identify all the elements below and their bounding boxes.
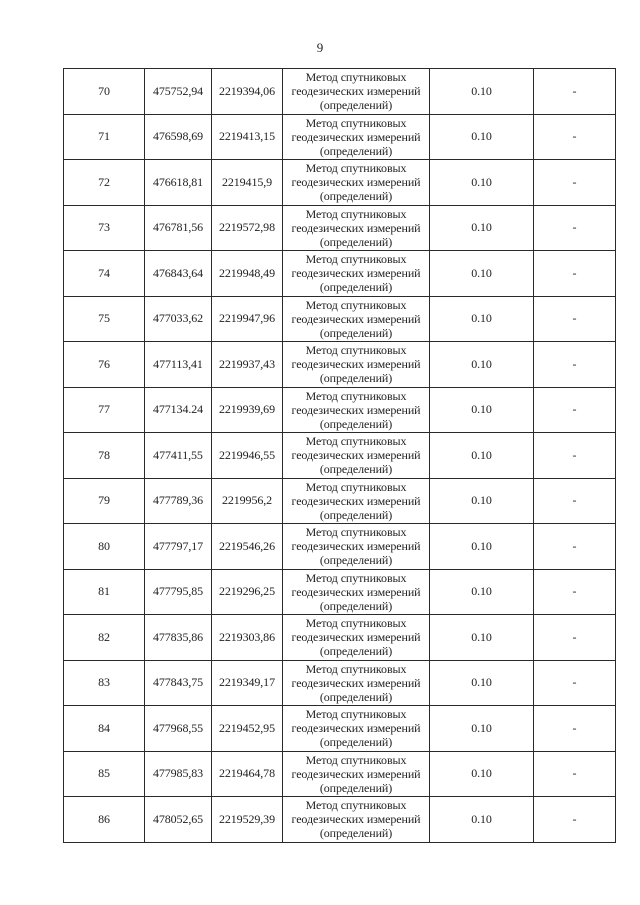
x-coordinate-cell: 477835,86 (145, 615, 212, 661)
y-coordinate-cell: 2219939,69 (212, 387, 283, 433)
table-row (64, 524, 616, 570)
extra-cell: - (534, 205, 616, 251)
table-row (64, 615, 616, 661)
y-coordinate-cell: 2219413,15 (212, 114, 283, 160)
table-row (64, 205, 616, 251)
extra-cell: - (534, 615, 616, 661)
x-coordinate-cell: 476781,56 (145, 205, 212, 251)
extra-cell: - (534, 251, 616, 297)
y-coordinate-cell: 2219349,17 (212, 660, 283, 706)
extra-cell: - (534, 797, 616, 843)
table-row (64, 433, 616, 479)
x-coordinate-cell: 477797,17 (145, 524, 212, 570)
table-row (64, 751, 616, 797)
accuracy-cell: 0.10 (430, 251, 534, 297)
method-cell: Метод спутниковых геодезических измерений (определений) (283, 433, 430, 479)
point-number-cell: 78 (64, 433, 145, 479)
extra-cell: - (534, 160, 616, 206)
method-cell: Метод спутниковых геодезических измерений (определений) (283, 660, 430, 706)
accuracy-cell: 0.10 (430, 205, 534, 251)
coordinates-table-body (64, 69, 616, 843)
method-cell: Метод спутниковых геодезических измерений (определений) (283, 706, 430, 752)
accuracy-cell: 0.10 (430, 342, 534, 388)
extra-cell: - (534, 296, 616, 342)
extra-cell: - (534, 751, 616, 797)
point-number-cell: 70 (64, 69, 145, 115)
method-cell: Метод спутниковых геодезических измерений (определений) (283, 160, 430, 206)
method-cell: Метод спутниковых геодезических измерений (определений) (283, 69, 430, 115)
point-number-cell: 73 (64, 205, 145, 251)
y-coordinate-cell: 2219937,43 (212, 342, 283, 388)
point-number-cell: 83 (64, 660, 145, 706)
accuracy-cell: 0.10 (430, 751, 534, 797)
accuracy-cell: 0.10 (430, 433, 534, 479)
x-coordinate-cell: 477411,55 (145, 433, 212, 479)
y-coordinate-cell: 2219452,95 (212, 706, 283, 752)
table-row (64, 569, 616, 615)
extra-cell: - (534, 342, 616, 388)
table-row (64, 660, 616, 706)
table-row (64, 387, 616, 433)
y-coordinate-cell: 2219572,98 (212, 205, 283, 251)
point-number-cell: 85 (64, 751, 145, 797)
method-cell: Метод спутниковых геодезических измерений (определений) (283, 751, 430, 797)
accuracy-cell: 0.10 (430, 296, 534, 342)
y-coordinate-cell: 2219394,06 (212, 69, 283, 115)
extra-cell: - (534, 387, 616, 433)
accuracy-cell: 0.10 (430, 615, 534, 661)
x-coordinate-cell: 477985,83 (145, 751, 212, 797)
point-number-cell: 75 (64, 296, 145, 342)
table-row (64, 706, 616, 752)
method-cell: Метод спутниковых геодезических измерений (определений) (283, 296, 430, 342)
extra-cell: - (534, 706, 616, 752)
point-number-cell: 80 (64, 524, 145, 570)
point-number-cell: 82 (64, 615, 145, 661)
y-coordinate-cell: 2219415,9 (212, 160, 283, 206)
table-row (64, 478, 616, 524)
table-row (64, 342, 616, 388)
accuracy-cell: 0.10 (430, 706, 534, 752)
method-cell: Метод спутниковых геодезических измерений (определений) (283, 251, 430, 297)
point-number-cell: 81 (64, 569, 145, 615)
point-number-cell: 84 (64, 706, 145, 752)
method-cell: Метод спутниковых геодезических измерений (определений) (283, 387, 430, 433)
point-number-cell: 77 (64, 387, 145, 433)
x-coordinate-cell: 478052,65 (145, 797, 212, 843)
method-cell: Метод спутниковых геодезических измерений (определений) (283, 797, 430, 843)
accuracy-cell: 0.10 (430, 524, 534, 570)
point-number-cell: 76 (64, 342, 145, 388)
y-coordinate-cell: 2219529,39 (212, 797, 283, 843)
y-coordinate-cell: 2219956,2 (212, 478, 283, 524)
x-coordinate-cell: 477134.24 (145, 387, 212, 433)
method-cell: Метод спутниковых геодезических измерений (определений) (283, 615, 430, 661)
x-coordinate-cell: 476598,69 (145, 114, 212, 160)
extra-cell: - (534, 524, 616, 570)
page-number: 9 (316, 40, 324, 55)
extra-cell: - (534, 114, 616, 160)
point-number-cell: 79 (64, 478, 145, 524)
accuracy-cell: 0.10 (430, 69, 534, 115)
method-cell: Метод спутниковых геодезических измерений (определений) (283, 569, 430, 615)
table-row (64, 114, 616, 160)
method-cell: Метод спутниковых геодезических измерений (определений) (283, 524, 430, 570)
coordinates-table (63, 68, 616, 843)
x-coordinate-cell: 476618,81 (145, 160, 212, 206)
y-coordinate-cell: 2219464,78 (212, 751, 283, 797)
y-coordinate-cell: 2219946,55 (212, 433, 283, 479)
accuracy-cell: 0.10 (430, 478, 534, 524)
accuracy-cell: 0.10 (430, 569, 534, 615)
accuracy-cell: 0.10 (430, 387, 534, 433)
x-coordinate-cell: 477795,85 (145, 569, 212, 615)
x-coordinate-cell: 477789,36 (145, 478, 212, 524)
point-number-cell: 71 (64, 114, 145, 160)
x-coordinate-cell: 477113,41 (145, 342, 212, 388)
table-row (64, 296, 616, 342)
extra-cell: - (534, 69, 616, 115)
extra-cell: - (534, 433, 616, 479)
point-number-cell: 72 (64, 160, 145, 206)
method-cell: Метод спутниковых геодезических измерений (определений) (283, 205, 430, 251)
method-cell: Метод спутниковых геодезических измерений (определений) (283, 478, 430, 524)
y-coordinate-cell: 2219303,86 (212, 615, 283, 661)
x-coordinate-cell: 477968,55 (145, 706, 212, 752)
y-coordinate-cell: 2219947,96 (212, 296, 283, 342)
accuracy-cell: 0.10 (430, 160, 534, 206)
x-coordinate-cell: 477843,75 (145, 660, 212, 706)
method-cell: Метод спутниковых геодезических измерений (определений) (283, 342, 430, 388)
extra-cell: - (534, 478, 616, 524)
table-row (64, 69, 616, 115)
point-number-cell: 74 (64, 251, 145, 297)
accuracy-cell: 0.10 (430, 797, 534, 843)
table-row (64, 160, 616, 206)
y-coordinate-cell: 2219948,49 (212, 251, 283, 297)
point-number-cell: 86 (64, 797, 145, 843)
extra-cell: - (534, 660, 616, 706)
method-cell: Метод спутниковых геодезических измерений (определений) (283, 114, 430, 160)
accuracy-cell: 0.10 (430, 660, 534, 706)
x-coordinate-cell: 475752,94 (145, 69, 212, 115)
accuracy-cell: 0.10 (430, 114, 534, 160)
table-row (64, 251, 616, 297)
table-row (64, 797, 616, 843)
y-coordinate-cell: 2219546,26 (212, 524, 283, 570)
extra-cell: - (534, 569, 616, 615)
x-coordinate-cell: 476843,64 (145, 251, 212, 297)
x-coordinate-cell: 477033,62 (145, 296, 212, 342)
y-coordinate-cell: 2219296,25 (212, 569, 283, 615)
